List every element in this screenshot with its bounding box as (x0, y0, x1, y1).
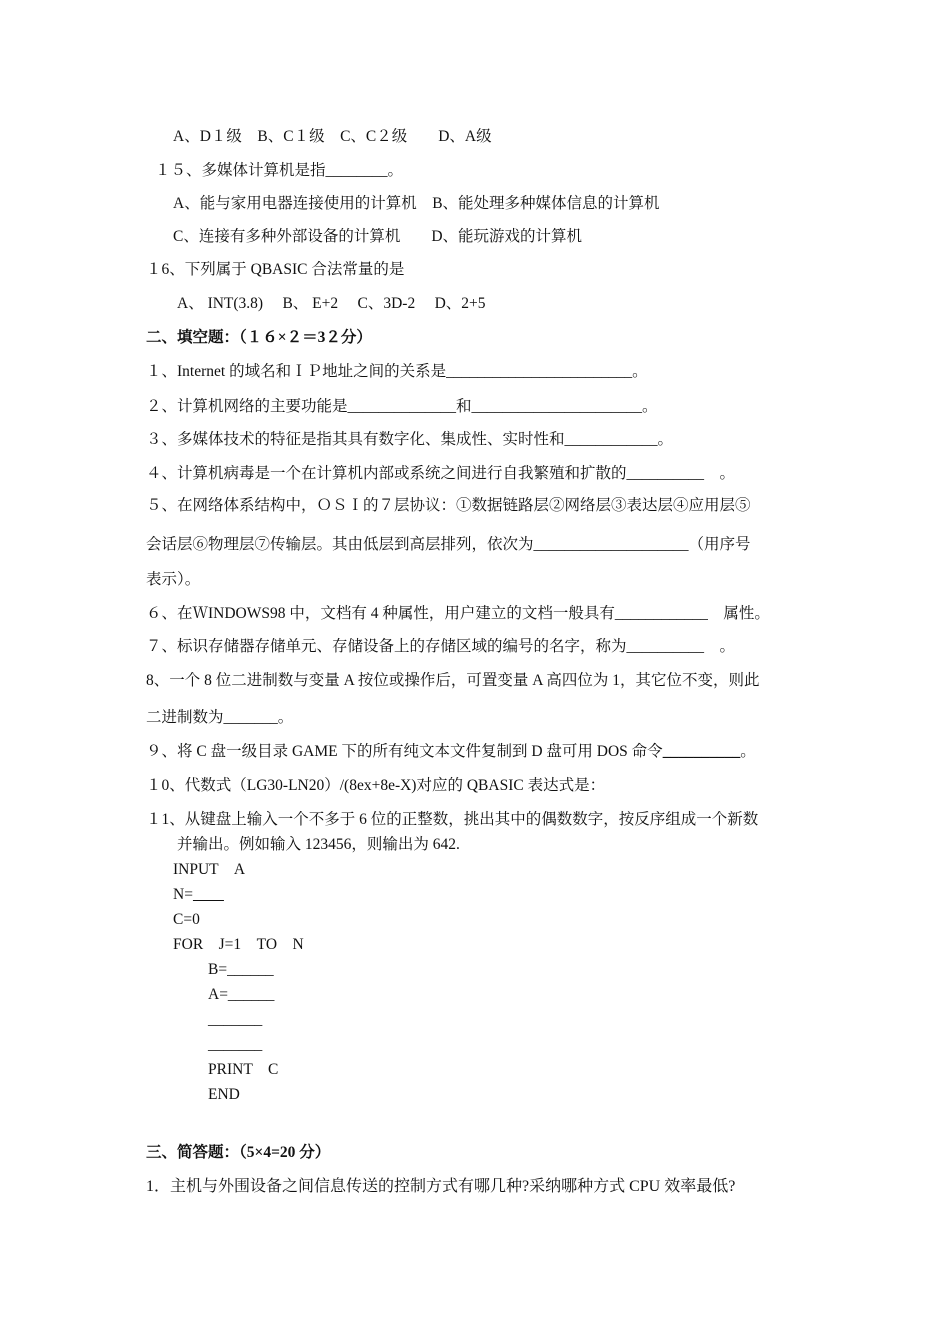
section3-title: 三、简答题：（5×4=20 分） (146, 1144, 331, 1161)
fill-q10: １0、代数式（LG30-LN20）/(8ex+8e-X)对应的 QBASIC 表达式是： (146, 777, 606, 794)
fill-q8-line2: 二进制数为_______。 (146, 709, 294, 726)
fill-q11-line1: １1、从键盘上输入一个不多于 6 位的正整数，挑出其中的偶数数字，按反序组成一个新数 (146, 811, 759, 828)
code-line-n (173, 885, 224, 905)
code-line-n-blank (193, 886, 224, 903)
q15-options-row2: C、连接有多种外部设备的计算机 D、能玩游戏的计算机 (173, 228, 583, 245)
fill-q9-text: ９、将 C 盘一级目录 GAME 下的所有纯文本文件复制到 D 盘可用 DOS 命令 (146, 743, 663, 760)
fill-q9-end: 。 (740, 743, 756, 760)
fill-q4: ４、计算机病毒是一个在计算机内部或系统之间进行自我繁殖和扩散的__________ 。 (146, 465, 736, 482)
code-line-blank2: _______ (208, 1036, 263, 1053)
section2-title: 二、填空题：（１６×２＝3２分） (146, 329, 372, 346)
fill-q3: ３、多媒体技术的特征是指其具有数字化、集成性、实时性和____________。 (146, 431, 674, 448)
fill-q6: ６、在ＷINDOWS98 中，文档有 4 种属性，用户建立的文档一般具有____________ 属性。 (146, 605, 770, 622)
short-answer-q1: 1．主机与外围设备之间信息传送的控制方式有哪几种?采纳哪种方式 CPU 效率最低? (146, 1178, 736, 1195)
fill-q2: ２、计算机网络的主要功能是______________和______________________。 (146, 398, 658, 415)
q16-options: A、 INT(3.8) B、 E+2 C、3D-2 D、2+5 (177, 295, 486, 312)
q16-stem: １6、下列属于 QBASIC 合法常量的是 (146, 261, 405, 278)
fill-q5-line2: 会话层⑥物理层⑦传输层。其由低层到高层排列，依次为____________________（用序号 (146, 536, 751, 553)
q15-stem: １５、多媒体计算机是指________。 (155, 162, 404, 179)
fill-q11-line2: 并输出。例如输入 123456，则输出为 642. (177, 836, 460, 853)
fill-q5-line3: 表示）。 (146, 571, 201, 588)
code-line-input: INPUT A (173, 861, 246, 878)
code-line-for: FOR J=1 TO N (173, 936, 304, 953)
fill-q9 (146, 742, 756, 762)
q14-options: A、D１级 B、C１级 C、C２级 D、A级 (173, 128, 492, 145)
fill-q7: ７、标识存储器存储单元、存储设备上的存储区域的编号的名字，称为__________ 。 (146, 638, 736, 655)
q15-options-row1: A、能与家用电器连接使用的计算机 B、能处理多种媒体信息的计算机 (173, 195, 660, 212)
fill-q8-line1: 8、一个 8 位二进制数与变量 A 按位或操作后，可置变量 A 高四位为 1，其它位不变，则此 (146, 672, 760, 689)
fill-q5-line1: ５、在网络体系结构中，ＯＳＩ的７层协议：①数据链路层②网络层③表达层④应用层⑤ (146, 497, 751, 514)
fill-q9-blank: __________ (662, 743, 741, 760)
code-line-a: A=______ (208, 986, 275, 1003)
code-line-blank1: _______ (208, 1011, 263, 1028)
code-line-b: B=______ (208, 961, 274, 978)
fill-q1: １、Internet 的域名和ＩＰ地址之间的关系是________________________。 (146, 363, 648, 380)
code-line-c: C=0 (173, 911, 200, 928)
code-line-n-text: N= (173, 886, 193, 903)
code-line-print: PRINT C (208, 1061, 279, 1078)
code-line-end: END (208, 1086, 240, 1103)
